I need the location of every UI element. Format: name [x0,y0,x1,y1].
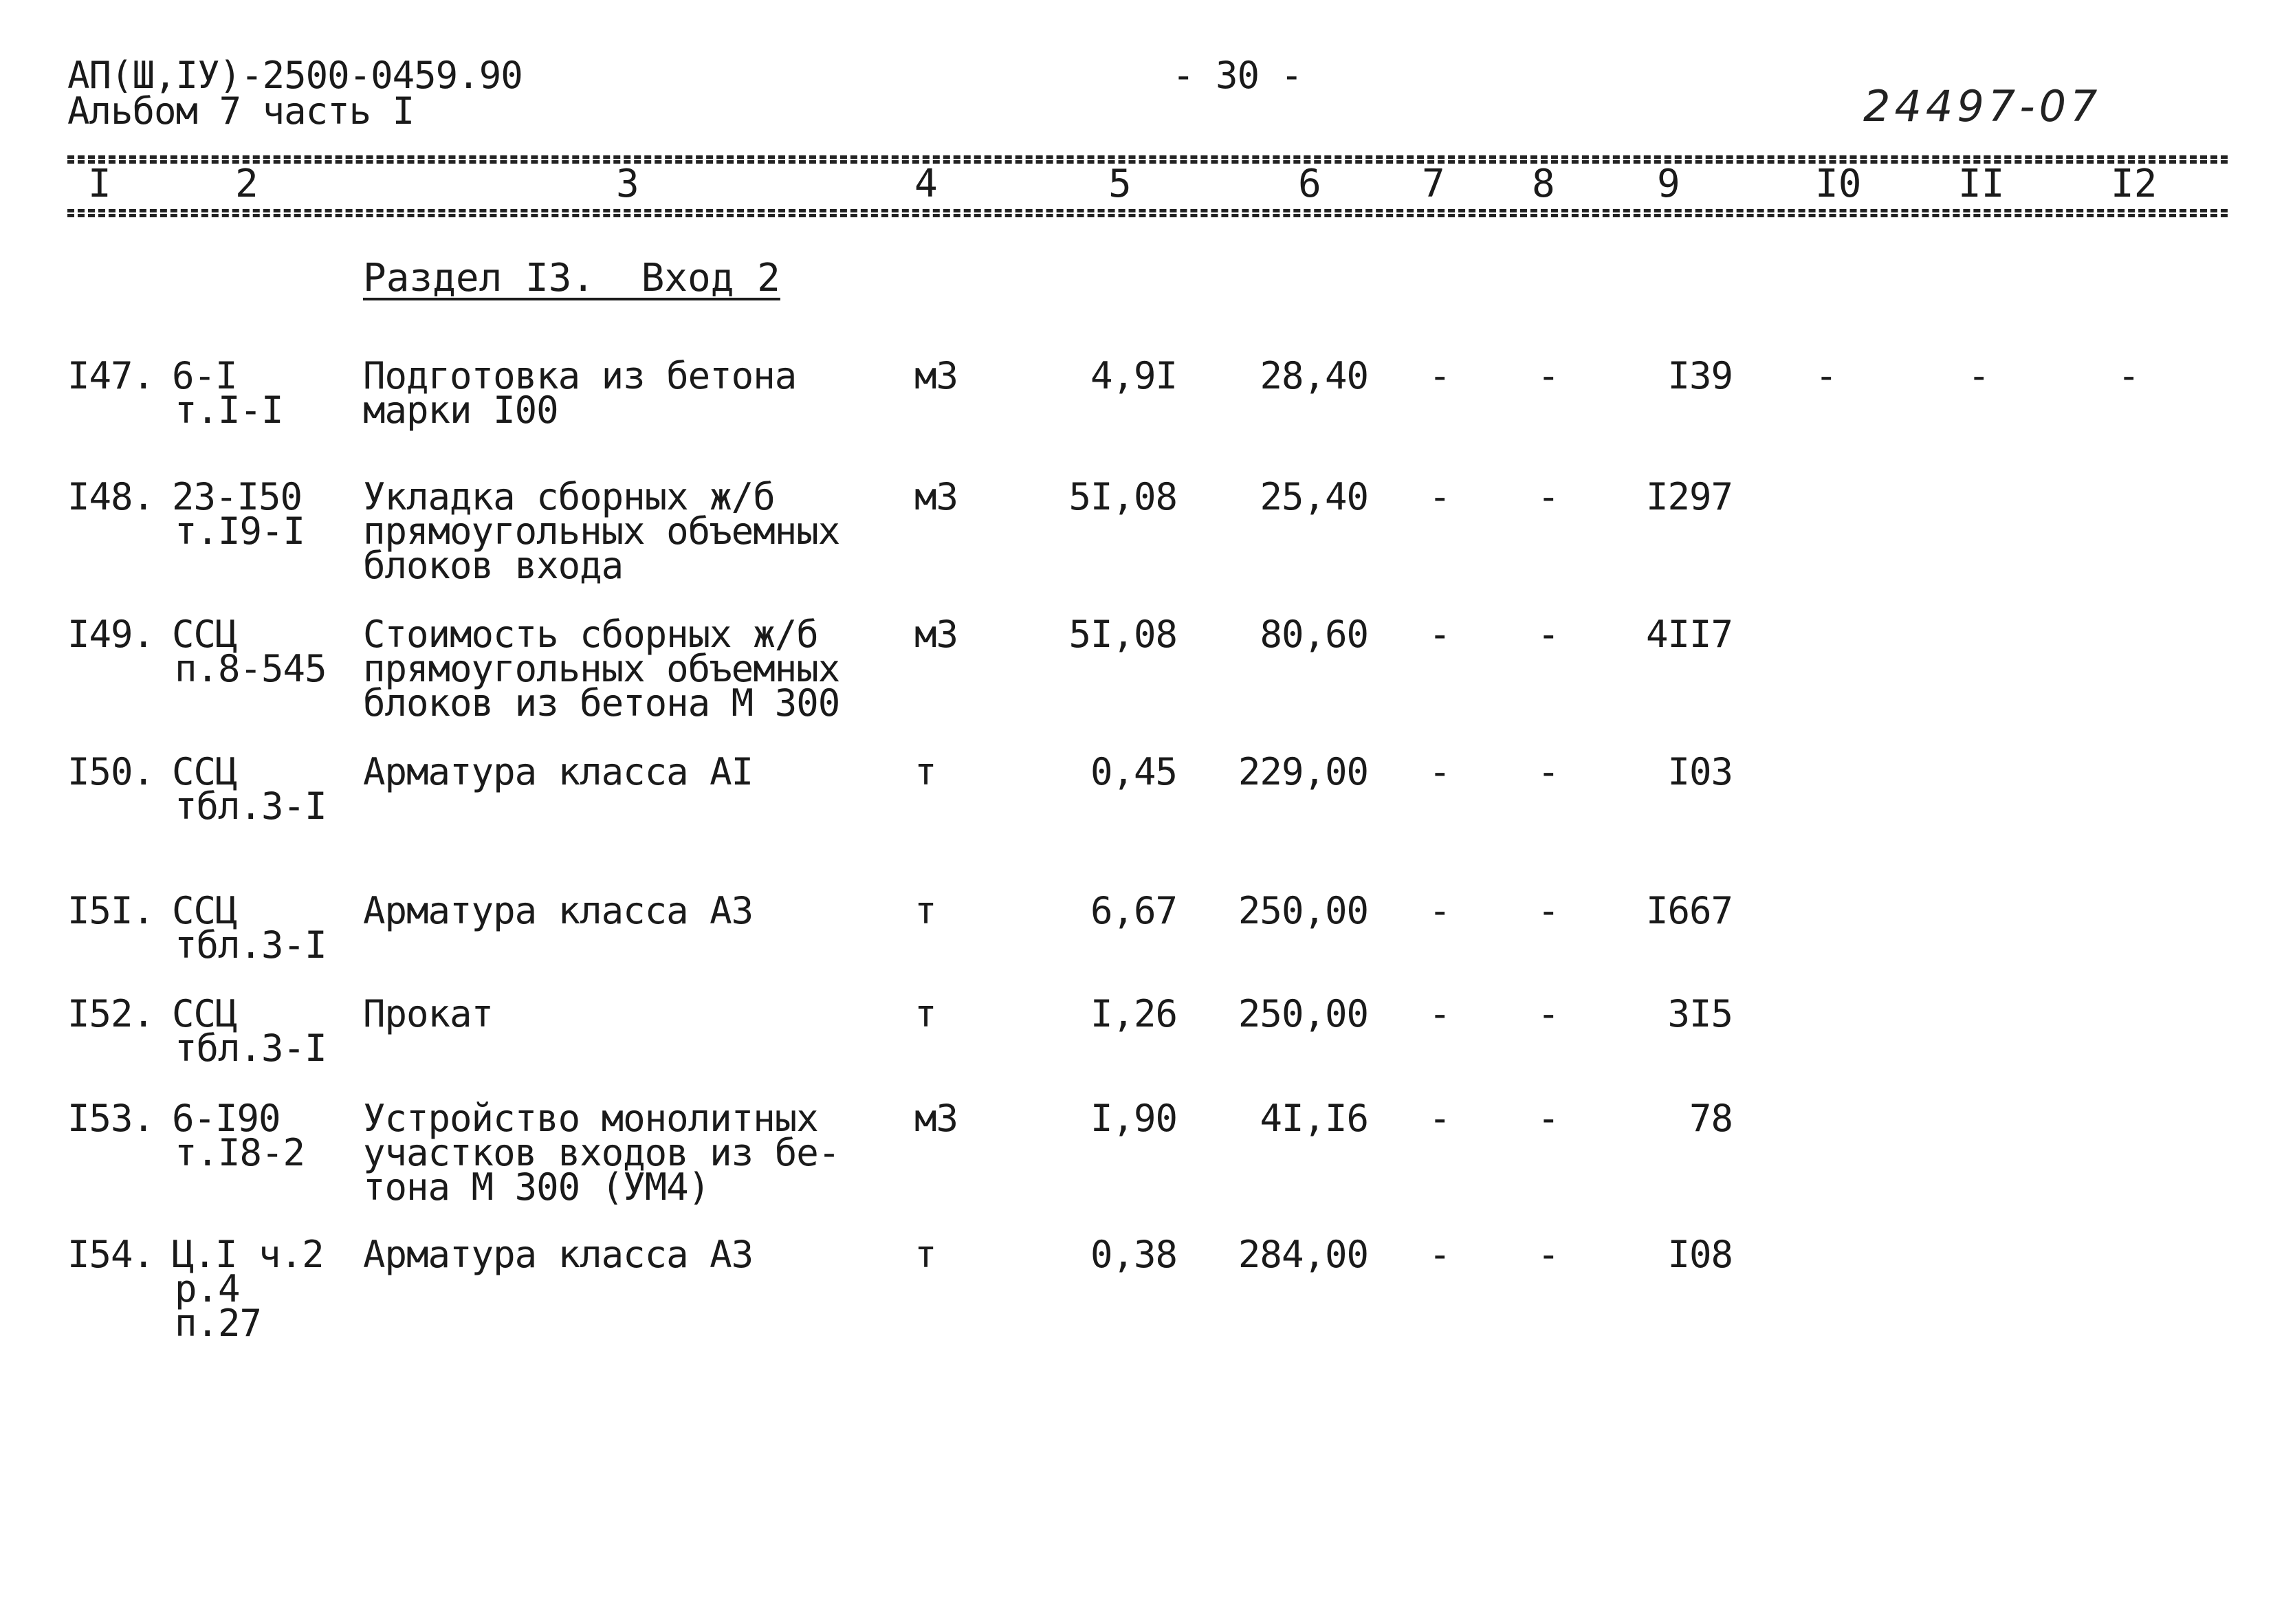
column-number: I0 [1815,162,1862,206]
row-name-line: Устройство монолитных [363,1097,818,1140]
column-number: I [88,162,111,206]
row-col8-dash: - [1537,750,1560,793]
row-total: I297 [1645,475,1733,518]
row-name-line: блоков из бетона М 300 [363,681,840,725]
row-name-line: блоков входа [363,544,624,587]
column-number: 7 [1422,162,1445,206]
inventory-stamp: 24497-07 [1863,81,2102,131]
row-col8-dash: - [1537,992,1560,1035]
row-total: 3I5 [1667,992,1733,1035]
row-total: I03 [1667,750,1733,793]
row-name-line: Прокат [363,992,494,1035]
row-name-line: Стоимость сборных ж/б [363,613,818,656]
row-total: I39 [1667,354,1733,397]
row-col7-dash: - [1429,889,1451,932]
row-unit: м3 [914,1097,958,1140]
row-quantity: 6,67 [1090,889,1177,932]
row-name-line: прямоугольных объемных [363,647,840,690]
row-col7-dash: - [1429,613,1451,656]
row-name-line: Арматура класса А3 [363,889,754,932]
row-code-line: 23-I50 [172,475,303,518]
row-code-line: Ц.I ч.2 [172,1233,324,1276]
row-code-line: т.I9-I [175,509,305,553]
row-name-line: Арматура класса АI [363,750,754,793]
page-number: - 30 - [1172,54,1303,97]
row-code-line: п.8-545 [175,647,327,690]
row-code-line: тбл.3-I [175,923,327,967]
row-code-line: тбл.3-I [175,784,327,828]
row-unit: т [914,750,936,793]
row-code-line: ССЦ [172,992,237,1035]
row-number: I50. [67,750,155,793]
row-number: I53. [67,1097,155,1140]
column-number: 8 [1532,162,1555,206]
row-col8-dash: - [1537,889,1560,932]
row-unit-price: 250,00 [1238,992,1368,1035]
header-rule-top [67,155,2228,159]
row-col11-dash: - [1968,354,1990,397]
row-quantity: 4,9I [1090,354,1177,397]
header-rule-bottom [67,209,2228,212]
column-number: 4 [914,162,938,206]
row-col7-dash: - [1429,1233,1451,1276]
header-rule-bottom-2 [67,214,2228,217]
row-unit-price: 80,60 [1260,613,1368,656]
row-total: I667 [1645,889,1733,932]
row-code-line: 6-I90 [172,1097,281,1140]
row-code-line: 6-I [172,354,237,397]
column-number: 2 [235,162,259,206]
row-number: I54. [67,1233,155,1276]
row-total: 78 [1689,1097,1733,1140]
column-number: 3 [616,162,639,206]
column-number: I2 [2111,162,2157,206]
row-unit-price: 250,00 [1238,889,1368,932]
row-unit-price: 229,00 [1238,750,1368,793]
row-col8-dash: - [1537,354,1560,397]
row-unit-price: 25,40 [1260,475,1368,518]
column-number: II [1958,162,2005,206]
row-code-line: ССЦ [172,750,237,793]
row-unit: м3 [914,354,958,397]
row-quantity: 5I,08 [1068,613,1177,656]
row-quantity: 5I,08 [1068,475,1177,518]
column-number: 5 [1108,162,1132,206]
row-name-line: Арматура класса А3 [363,1233,754,1276]
row-number: I5I. [67,889,155,932]
row-code-line: т.I-I [175,388,283,432]
header-rule-top-2 [67,160,2228,164]
row-col7-dash: - [1429,1097,1451,1140]
row-quantity: I,26 [1090,992,1177,1035]
column-number: 6 [1298,162,1321,206]
row-col8-dash: - [1537,1097,1560,1140]
row-col7-dash: - [1429,750,1451,793]
row-col10-dash: - [1815,354,1838,397]
row-code-line: ССЦ [172,889,237,932]
row-code-line: ССЦ [172,613,237,656]
row-col12-dash: - [2118,354,2140,397]
row-unit: т [914,1233,936,1276]
row-col8-dash: - [1537,1233,1560,1276]
row-code-line: тбл.3-I [175,1027,327,1070]
column-number: 9 [1657,162,1680,206]
row-col8-dash: - [1537,613,1560,656]
row-col7-dash: - [1429,354,1451,397]
row-unit-price: 28,40 [1260,354,1368,397]
row-number: I48. [67,475,155,518]
row-col7-dash: - [1429,475,1451,518]
row-code-line: т.I8-2 [175,1131,305,1174]
row-number: I47. [67,354,155,397]
row-name-line: Подготовка из бетона [363,354,797,397]
row-name-line: прямоугольных объемных [363,509,840,553]
row-unit: т [914,992,936,1035]
row-unit: м3 [914,613,958,656]
row-name-line: Укладка сборных ж/б [363,475,775,518]
row-code-line: п.27 [175,1302,262,1345]
row-quantity: I,90 [1090,1097,1177,1140]
row-quantity: 0,45 [1090,750,1177,793]
row-total: 4II7 [1645,613,1733,656]
row-name-line: участков входов из бе- [363,1131,840,1174]
document-code: АП(Ш,IУ)-2500-0459.90 [67,54,523,97]
row-name-line: марки I00 [363,388,558,432]
row-unit-price: 4I,I6 [1260,1097,1368,1140]
row-code-line: р.4 [175,1267,240,1310]
row-number: I52. [67,992,155,1035]
row-unit: т [914,889,936,932]
row-col8-dash: - [1537,475,1560,518]
row-quantity: 0,38 [1090,1233,1177,1276]
row-unit-price: 284,00 [1238,1233,1368,1276]
row-col7-dash: - [1429,992,1451,1035]
row-number: I49. [67,613,155,656]
row-name-line: тона М 300 (УМ4) [363,1165,710,1209]
row-unit: м3 [914,475,958,518]
row-total: I08 [1667,1233,1733,1276]
section-title: Раздел I3. Вход 2 [363,256,780,300]
album-label: Альбом 7 часть I [67,89,415,133]
